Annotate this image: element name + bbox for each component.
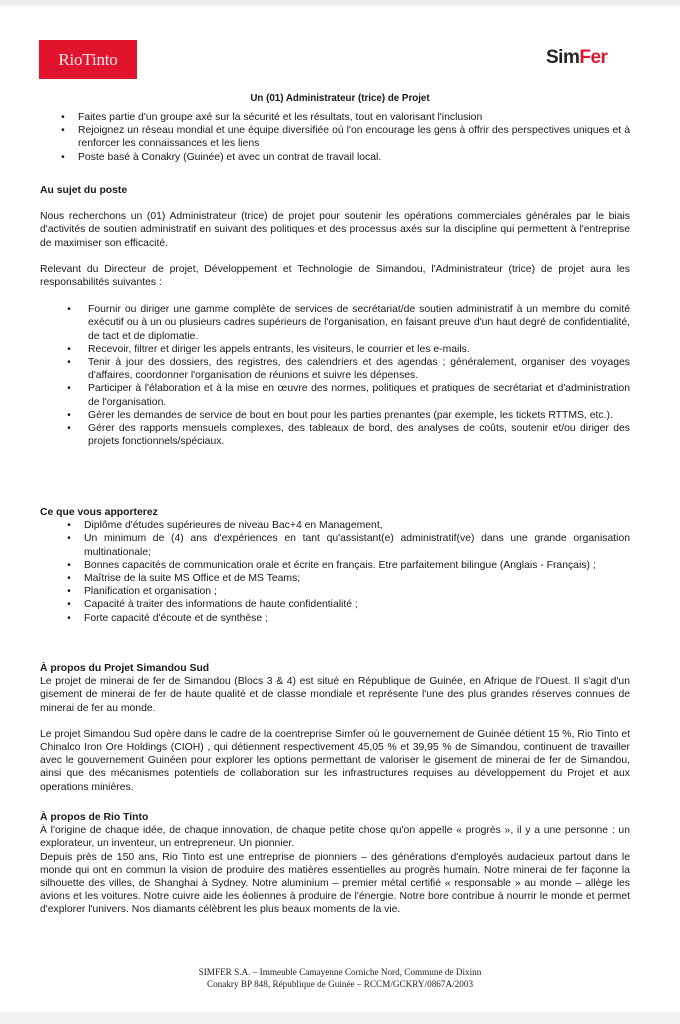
responsibility-item: • Tenir à jour des dossiers, des registres, des calendriers et des agendas ; généralement, organiser des voyages d'affaires, coordonner l'organisation de réunions et suivre les dépenses.: [40, 356, 630, 382]
bullet-icon: •: [67, 409, 71, 421]
rio-tinto-logo-text: RioTinto: [58, 49, 118, 69]
bullet-icon: •: [67, 559, 71, 571]
rio-tinto-heading: À propos de Rio Tinto: [40, 812, 149, 823]
intro-bullet: • Poste basé à Conakry (Guinée) et avec un contrat de travail local.: [40, 151, 630, 164]
simandou-section: [40, 662, 630, 794]
requirement-item: • Capacité à traiter des informations de haute confidentialité ;: [46, 598, 630, 611]
about-role-paragraph: Nous recherchons un (01) Administrateur (trice) de projet pour soutenir les opérations commerciales générales par le biais d'activités de soutien administratif en suivant des politiques et des processus axés sur la discipline qui permettent à l'entreprise de maximiser son efficacité.: [40, 211, 630, 249]
bullet-icon: •: [61, 151, 65, 163]
simandou-paragraph-2: Le projet Simandou Sud opère dans le cadre de la coentreprise Simfer où le gouvernement de Guinée détient 15 %, Rio Tinto et Chinalco Iron Ore Holdings (CIOH) , qui détiennent respectivement 45,05 % et 39,95 % de Simandou, continuent de travailler avec le gouvernement Guinéen pour explorer les options permettant de valoriser le gisement de minerai de fer de Simandou, ainsi que des mécanismes potentiels de collaboration sur les infrastructures requises au développement du Projet et aux operations minières.: [40, 728, 630, 793]
requirement-item: • Bonnes capacités de communication orale et écrite en français. Etre parfaitement bilingue (Anglais - Français) ;: [46, 559, 630, 572]
simandou-heading: À propos du Projet Simandou Sud: [40, 663, 210, 674]
simfer-logo: [546, 47, 607, 69]
requirement-item: • Un minimum de (4) ans d'expériences en tant qu'assistant(e) administratif(ve) dans une grande organisation multinationale;: [46, 532, 630, 558]
bullet-icon: •: [67, 533, 71, 545]
responsibility-item: • Gérer des rapports mensuels complexes, des tableaux de bord, des analyses de coûts, soutenir et/ou diriger des projets fonctionnels/spéciaux.: [40, 422, 630, 448]
bullet-icon: •: [67, 304, 71, 316]
requirement-item: • Planification et organisation ;: [46, 585, 630, 598]
bullet-icon: •: [67, 357, 71, 369]
rio-tinto-logo: [39, 40, 137, 79]
requirement-item: • Maîtrise de la suite MS Office et de MS Teams;: [46, 572, 630, 585]
bullet-icon: •: [67, 573, 71, 585]
bullet-icon: •: [61, 112, 65, 123]
intro-section: [40, 111, 630, 164]
simfer-logo-sim: Sim: [546, 47, 580, 68]
bullet-icon: •: [67, 599, 71, 611]
rio-tinto-section: [40, 811, 630, 917]
requirements-section: [40, 506, 630, 625]
rio-tinto-paragraph-2: Depuis près de 150 ans, Rio Tinto est une entreprise de pionniers – des générations d'employés audacieux partout dans le monde qui ont en commun la vision de produire des matières essentielles au progrès humain. Notre minerai de fer façonne la silhouette des villes, de Shanghai à Sydney. Notre aluminium – premier métal certifié « responsable » au monde – allège les avions et les voitures. Notre cuivre aide les éoliennes à produire de l'énergie. Notre bore contribue à nourrir le monde et permet d'explorer l'univers. Nos diamants célèbrent les plus beaux moments de la vie.: [40, 851, 630, 916]
responsibility-item: • Fournir ou diriger une gamme complète de services de secrétariat/de soutien administratif à un membre du comité exécutif ou à un ou plusieurs cadres supérieurs de l'organisation, en faisant preuve d'un haut degré de confidentialité, de tact et de diplomatie.: [40, 303, 630, 343]
requirement-item: • Diplôme d'études supérieures de niveau Bac+4 en Management,: [46, 519, 630, 532]
bullet-icon: •: [67, 383, 71, 395]
intro-bullet: • Rejoignez un réseau mondial et une équipe diversifiée où l'on encourage les gens à offrir des perspectives uniques et à renforcer les connaissances et les liens: [40, 124, 630, 150]
responsibility-item: • Participer à l'élaboration et à la mise en œuvre des normes, politiques et pratiques de secrétariat et d'administration de l'organisation.: [40, 382, 630, 408]
bullet-icon: •: [67, 423, 71, 435]
responsibility-item: • Gérer les demandes de service de bout en bout pour les parties prenantes (par exemple, les tickets RTTMS, etc.).: [40, 409, 630, 422]
footer-address-line-2: Conakry BP 848, République de Guinée – RCCM/GCKRY/0867A/2003: [206, 979, 474, 989]
simfer-logo-fer: Fer: [579, 47, 608, 68]
requirements-heading: Ce que vous apporterez: [40, 507, 158, 518]
job-title: Un (01) Administrateur (trice) de Projet: [250, 92, 430, 104]
simandou-paragraph-1: Le projet de minerai de fer de Simandou (Blocs 3 & 4) est situé en République de Guinée, en Afrique de l'Ouest. Il s'agit d'un gisement de minerai de fer de haute qualité et de classe mondiale et représente l'une des plus grandes réserves connues de minerai de fer au monde.: [40, 676, 630, 714]
about-role-heading: Au sujet du poste: [40, 185, 128, 196]
company-footer: [0, 966, 680, 990]
page-top-edge: [0, 0, 680, 8]
footer-address-line-1: SIMFER S.A. – Immeuble Camayenne Corniche Nord, Commune de Dixinn: [198, 967, 482, 977]
about-role-section: [40, 184, 630, 448]
page-bottom-edge: [0, 1012, 680, 1024]
requirements-list: [46, 519, 630, 625]
requirement-item: • Forte capacité d'écoute et de synthèse ;: [46, 612, 630, 625]
intro-bullet-list: [40, 111, 630, 164]
bullet-icon: •: [61, 125, 65, 137]
bullet-icon: •: [67, 586, 71, 598]
responsibility-item: • Recevoir, filtrer et diriger les appels entrants, les visiteurs, le courrier et les e-mails.: [40, 343, 630, 356]
bullet-icon: •: [67, 520, 71, 532]
bullet-icon: •: [67, 343, 71, 355]
rio-tinto-paragraph-1: À l'origine de chaque idée, de chaque innovation, de chaque petite chose qu'on appelle « progrès », il y a une personne : un explorateur, un inventeur, un entrepreneur. Un pionnier.: [40, 825, 630, 850]
intro-bullet: • Faites partie d'un groupe axé sur la sécurité et les résultats, tout en valorisant l'inclusion: [40, 111, 630, 124]
reporting-paragraph: Relevant du Directeur de projet, Développement et Technologie de Simandou, l'Administrateur (trice) de projet aura les responsabilités suivantes :: [40, 263, 630, 289]
bullet-icon: •: [67, 612, 71, 624]
responsibilities-list: [40, 303, 630, 448]
